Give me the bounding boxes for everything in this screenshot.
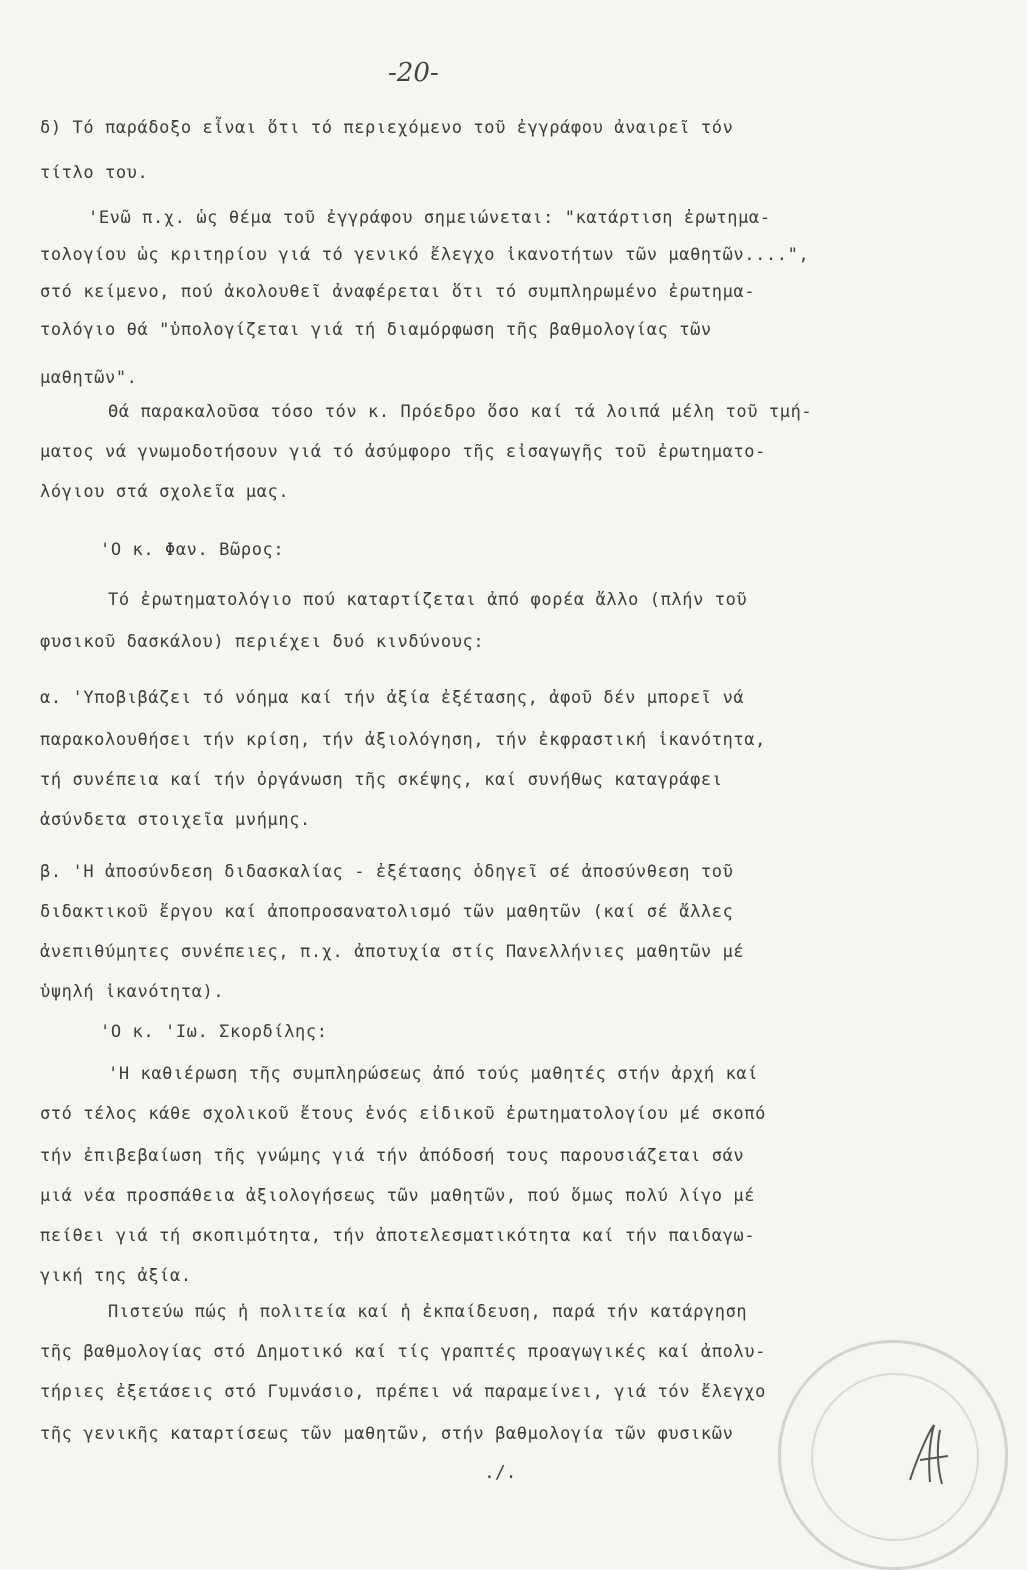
signature-mark <box>900 1420 960 1490</box>
text-line: μιά νέα προσπάθεια ἀξιολογήσεως τῶν μαθητῶν, πού ὅμως πολύ λίγο μέ <box>40 1186 756 1206</box>
text-line: τίτλο του. <box>40 163 149 183</box>
text-line: 'Ενῶ π.χ. ὡς θέμα τοῦ ἐγγράφου σημειώνεται: "κατάρτιση ἐρωτημα- <box>88 208 771 228</box>
text-line: ὑψηλή ἱκανότητα). <box>40 982 225 1002</box>
text-line: β. 'Η ἀποσύνδεση διδασκαλίας - ἐξέτασης ὁδηγεῖ σέ ἀποσύνθεση τοῦ <box>40 862 734 882</box>
text-line: Θά παρακαλοῦσα τόσο τόν κ. Πρόεδρο ὅσο καί τά λοιπά μέλη τοῦ τμή- <box>108 402 813 422</box>
text-line: γική της ἀξία. <box>40 1266 192 1286</box>
text-line: τήριες ἐξετάσεις στό Γυμνάσιο, πρέπει νά παραμείνει, γιά τόν ἔλεγχο <box>40 1382 766 1402</box>
text-line: στό κείμενο, πού ἀκολουθεῖ ἀναφέρεται ὅτι τό συμπληρωμένο ἐρωτημα- <box>40 282 756 302</box>
text-line: Τό ἐρωτηματολόγιο πού καταρτίζεται ἀπό φορέα ἄλλο (πλήν τοῦ <box>108 590 748 610</box>
text-line: τολογίου ὡς κριτηρίου γιά τό γενικό ἔλεγχο ἱκανοτήτων τῶν μαθητῶν....", <box>40 245 810 265</box>
text-line: στό τέλος κάθε σχολικοῦ ἔτους ἑνός εἰδικοῦ ἐρωτηματολογίου μέ σκοπό <box>40 1104 766 1124</box>
text-line: μαθητῶν". <box>40 368 138 388</box>
text-line: τῆς γενικῆς καταρτίσεως τῶν μαθητῶν, στήν βαθμολογία τῶν φυσικῶν <box>40 1424 734 1444</box>
text-line: Πιστεύω πώς ἡ πολιτεία καί ἡ ἐκπαίδευση, παρά τήν κατάργηση <box>108 1302 748 1322</box>
continuation-mark: ./. <box>484 1462 517 1483</box>
text-line: πείθει γιά τή σκοπιμότητα, τήν ἀποτελεσματικότητα καί τήν παιδαγω- <box>40 1226 756 1246</box>
text-line: α. 'Υποβιβάζει τό νόημα καί τήν ἀξία ἐξέτασης, ἀφοῦ δέν μπορεῖ νά <box>40 688 745 708</box>
speaker-heading: 'Ο κ. Φαν. Βῶρος: <box>100 540 285 560</box>
text-line: διδακτικοῦ ἔργου καί ἀποπροσανατολισμό τῶν μαθητῶν (καί σέ ἄλλες <box>40 902 734 922</box>
text-line: τήν ἐπιβεβαίωση τῆς γνώμης γιά τήν ἀπόδοσή τους παρουσιάζεται σάν <box>40 1146 745 1166</box>
text-line: παρακολουθήσει τήν κρίση, τήν ἀξιολόγηση, τήν ἐκφραστική ἱκανότητα, <box>40 730 766 750</box>
official-stamp <box>778 1340 1008 1570</box>
speaker-heading: 'Ο κ. 'Ιω. Σκορδίλης: <box>100 1022 328 1042</box>
text-line: ματος νά γνωμοδοτήσουν γιά τό ἀσύμφορο τῆς εἰσαγωγῆς τοῦ ἐρωτηματο- <box>40 442 766 462</box>
text-line: λόγιου στά σχολεῖα μας. <box>40 482 290 502</box>
text-line: τολόγιο θά "ὑπολογίζεται γιά τή διαμόρφωση τῆς βαθμολογίας τῶν <box>40 320 712 340</box>
text-line: τή συνέπεια καί τήν ὀργάνωση τῆς σκέψης, καί συνήθως καταγράφει <box>40 770 723 790</box>
text-line: φυσικοῦ δασκάλου) περιέχει δυό κινδύνους: <box>40 632 485 652</box>
text-line: ἀνεπιθύμητες συνέπειες, π.χ. ἀποτυχία στίς Πανελλήνιες μαθητῶν μέ <box>40 942 745 962</box>
text-line: τῆς βαθμολογίας στό Δημοτικό καί τίς γραπτές προαγωγικές καί ἀπολυ- <box>40 1342 766 1362</box>
text-line: 'Η καθιέρωση τῆς συμπληρώσεως ἀπό τούς μαθητές στήν ἀρχή καί <box>108 1064 759 1084</box>
text-line: ἀσύνδετα στοιχεῖα μνήμης. <box>40 810 311 830</box>
page-number: -20- <box>388 58 439 88</box>
text-line: δ) Τό παράδοξο εἶναι ὅτι τό περιεχόμενο τοῦ ἐγγράφου ἀναιρεῖ τόν <box>40 118 734 138</box>
